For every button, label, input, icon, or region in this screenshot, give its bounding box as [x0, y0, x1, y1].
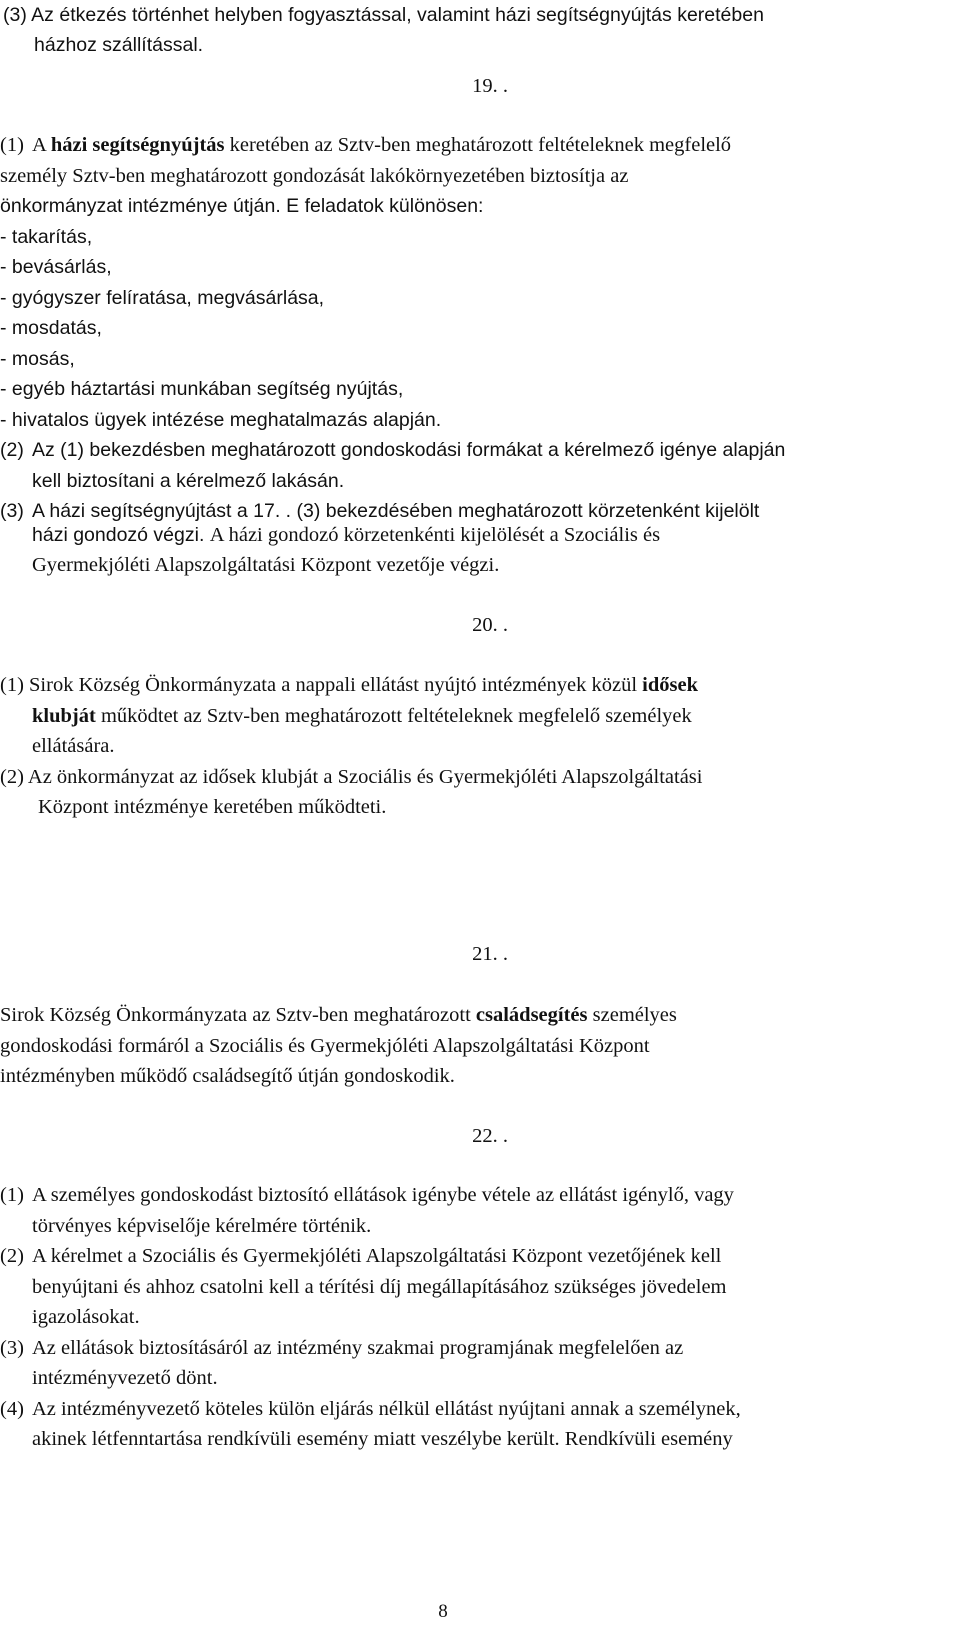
text-line: Központ intézménye keretében működteti.	[38, 796, 387, 818]
list-item: - bevásárlás,	[0, 256, 112, 278]
text-span: Az ellátások biztosításáról az intézmény szakmai programjának megfelelően az	[32, 1337, 684, 1359]
paragraph-line	[32, 520, 660, 551]
paragraph-line	[0, 191, 483, 222]
section-heading-22: 22. .	[472, 1125, 508, 1147]
text-span: A személyes gondoskodást biztosító ellátások igénybe vétele az ellátást igénylő, vagy	[32, 1184, 734, 1206]
text-line: Gyermekjóléti Alapszolgáltatási Központ vezetője végzi.	[32, 554, 500, 576]
bold-term: klubját	[32, 705, 96, 727]
paragraph-number: (3)	[0, 1337, 24, 1359]
paragraph-line	[0, 435, 785, 466]
paragraph-number: (2)	[0, 439, 24, 461]
bold-term: családsegítés	[475, 1004, 588, 1026]
list-item: - mosdatás,	[0, 317, 102, 339]
text-span: Az (1) bekezdésben meghatározott gondoskodási formákat a kérelmező igénye alapján	[32, 439, 786, 461]
text-span: A	[32, 134, 51, 156]
text-span: E feladatok különösen:	[286, 195, 484, 217]
section-heading-20: 20. .	[472, 614, 508, 636]
text-span: Az intézményvezető köteles külön eljárás nélkül ellátást nyújtani annak a személynek,	[32, 1398, 741, 1420]
paragraph-number: (4)	[0, 1398, 24, 1420]
paragraph-number: (1)	[0, 134, 24, 156]
list-item: - egyéb háztartási munkában segítség nyújtás,	[0, 378, 404, 400]
paragraph-number: (3)	[0, 500, 24, 522]
text-span: A kérelmet a Szociális és Gyermekjóléti Alapszolgáltatási Központ vezetőjének kell	[32, 1245, 722, 1267]
paragraph-number: (1)	[0, 1184, 24, 1206]
text-line: gondoskodási formáról a Szociális és Gyermekjóléti Alapszolgáltatási Központ	[0, 1035, 650, 1057]
text-line: intézményben működő családsegítő útján gondoskodik.	[0, 1065, 455, 1087]
paragraph-line	[0, 1241, 721, 1272]
list-item: - gyógyszer felíratása, megvásárlása,	[0, 287, 325, 309]
text-line: benyújtani és ahhoz csatolni kell a térítési díj megállapításához szükséges jövedelem	[32, 1276, 727, 1298]
text-line: házhoz szállítással.	[34, 34, 204, 56]
text-line: igazolásokat.	[32, 1306, 140, 1328]
paragraph-line	[0, 1000, 677, 1031]
text-line: (3) Az étkezés történhet helyben fogyasztással, valamint házi segítségnyújtás keretében	[3, 4, 764, 26]
text-line: törvényes képviselője kérelmére történik.	[32, 1215, 372, 1237]
text-line: (2) Az önkormányzat az idősek klubját a Szociális és Gyermekjóléti Alapszolgáltatási	[0, 766, 703, 788]
paragraph-line	[32, 701, 692, 732]
list-item: - mosás,	[0, 348, 75, 370]
text-line: ellátására.	[32, 735, 115, 757]
text-span: A házi segítségnyújtást a 17. . (3) bekezdésében meghatározott körzetenként kijelölt	[32, 500, 760, 522]
text-line: személy Sztv-ben meghatározott gondozását lakókörnyezetében biztosítja az	[0, 165, 629, 187]
paragraph-line	[0, 1180, 734, 1211]
bold-term: idősek	[642, 674, 698, 696]
bold-term: házi segítségnyújtás	[50, 134, 225, 156]
section-heading-21: 21. .	[472, 943, 508, 965]
paragraph-line	[0, 130, 731, 161]
text-span: működtet az Sztv-ben meghatározott feltételeknek megfelelő személyek	[95, 705, 692, 727]
list-item: - takarítás,	[0, 226, 93, 248]
text-span: önkormányzat intézménye útján.	[0, 195, 287, 217]
list-item: - hivatalos ügyek intézése meghatalmazás alapján.	[0, 409, 442, 431]
text-span: A házi gondozó körzetenkénti kijelölését a Szociális és	[209, 524, 661, 546]
paragraph-line	[0, 670, 698, 701]
text-line: intézményvezető dönt.	[32, 1367, 218, 1389]
paragraph-number: (2)	[0, 1245, 24, 1267]
text-span: (1) Sirok Község Önkormányzata a nappali ellátást nyújtó intézmények közül	[0, 674, 643, 696]
text-span: keretében az Sztv-ben meghatározott feltételeknek megfelelő	[224, 134, 732, 156]
page-number: 8	[438, 1601, 448, 1622]
text-span: Sirok Község Önkormányzata az Sztv-ben meghatározott	[0, 1004, 476, 1026]
text-line: kell biztosítani a kérelmező lakásán.	[32, 470, 345, 492]
paragraph-line	[0, 1394, 741, 1425]
section-heading-19: 19. .	[472, 75, 508, 97]
paragraph-line	[0, 1333, 683, 1364]
text-line: akinek létfenntartása rendkívüli esemény miatt veszélybe került. Rendkívüli esemény	[32, 1428, 733, 1450]
text-span: személyes	[587, 1004, 677, 1026]
text-span: házi gondozó végzi.	[32, 524, 210, 546]
